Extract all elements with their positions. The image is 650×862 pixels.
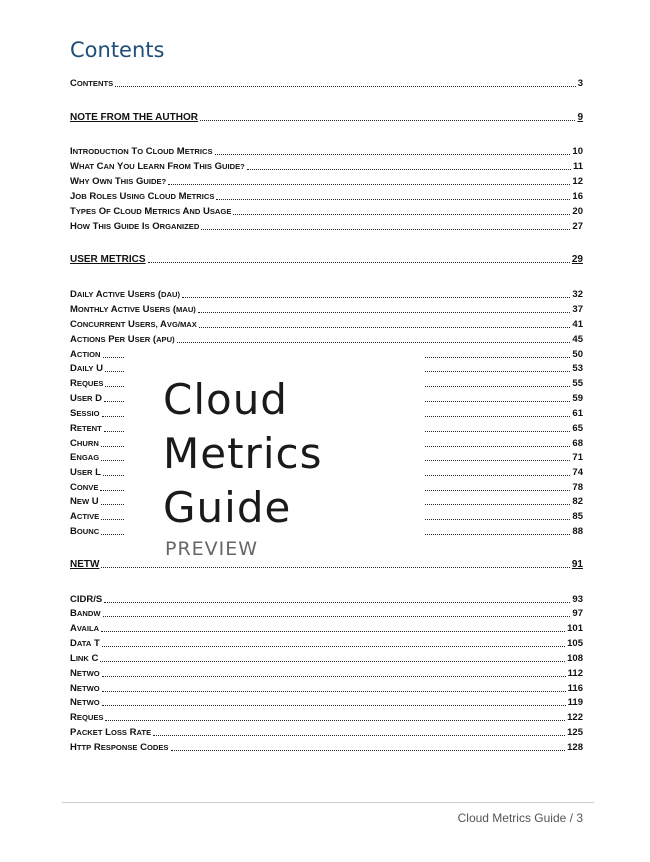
toc-entry-label: NEW U — [70, 496, 99, 507]
toc-entry-page: 71 — [572, 452, 583, 463]
toc-entry-label: ENGAG — [70, 452, 100, 463]
toc-leader-dots — [168, 184, 570, 185]
toc-entry-page: 112 — [567, 668, 583, 679]
toc-entry-page: 88 — [572, 526, 583, 537]
toc-entry-page: 125 — [567, 727, 583, 738]
toc-leader-dots — [215, 154, 571, 155]
toc-entry[interactable] — [70, 332, 583, 346]
toc-entry-label: CHURN — [70, 438, 99, 449]
toc-leader-dots — [199, 327, 571, 328]
toc-leader-dots — [102, 691, 566, 692]
toc-entry-label: WHY OWN THIS GUIDE? — [70, 176, 167, 187]
toc-entry-label: SESSIO — [70, 408, 100, 419]
toc-entry[interactable] — [70, 666, 583, 680]
toc-leader-dots — [216, 199, 570, 200]
toc-leader-dots — [198, 312, 571, 313]
toc-entry-label: CIDR/S — [70, 594, 103, 605]
toc-entry-label: DATA T — [70, 638, 100, 649]
toc-entry-label: INTRODUCTION TO CLOUD METRICS — [70, 146, 213, 157]
toc-entry-label: REQUES — [70, 712, 104, 723]
toc-entry-page: 50 — [572, 349, 583, 360]
toc-leader-dots — [102, 705, 566, 706]
toc-entry-label: WHAT CAN YOU LEARN FROM THIS GUIDE? — [70, 161, 245, 172]
preview-overlay — [125, 345, 425, 565]
toc-entry-page: 68 — [572, 438, 583, 449]
toc-entry-page: 119 — [567, 697, 583, 708]
toc-entry-page: 53 — [572, 363, 583, 374]
toc-entry[interactable] — [70, 621, 583, 635]
toc-entry-page: 65 — [572, 423, 583, 434]
toc-entry[interactable] — [70, 159, 583, 173]
toc-entry[interactable] — [70, 695, 583, 709]
toc-entry-label: NETW — [70, 559, 100, 570]
toc-leader-dots — [100, 661, 565, 662]
toc-entry-label: HTTP RESPONSE CODES — [70, 742, 169, 753]
toc-entry[interactable] — [70, 740, 583, 754]
toc-entry[interactable] — [70, 252, 583, 266]
toc-leader-dots — [153, 735, 565, 736]
toc-leader-dots — [101, 631, 565, 632]
toc-entry-label: CONCURRENT USERS, AVG/MAX — [70, 319, 197, 330]
toc-entry[interactable] — [70, 710, 583, 724]
toc-entry-label: DAILY ACTIVE USERS (DAU) — [70, 289, 181, 300]
toc-entry-page: 45 — [572, 334, 583, 345]
toc-entry-page: 128 — [567, 742, 583, 753]
toc-entry-label: ACTION — [70, 349, 101, 360]
toc-entry-label: BANDW — [70, 608, 101, 619]
toc-entry-page: 41 — [572, 319, 583, 330]
toc-entry-page: 3 — [577, 78, 583, 89]
toc-entry-page: 78 — [572, 482, 583, 493]
toc-entry-page: 116 — [567, 683, 583, 694]
toc-leader-dots — [177, 342, 571, 343]
toc-entry-label: USER METRICS — [70, 254, 146, 265]
toc-entry-page: 122 — [567, 712, 583, 723]
toc-entry-page: 16 — [572, 191, 583, 202]
toc-leader-dots — [115, 86, 576, 87]
toc-entry-page: 11 — [572, 161, 583, 172]
toc-entry-page: 93 — [572, 594, 583, 605]
footer-divider — [62, 802, 594, 803]
toc-leader-dots — [201, 229, 570, 230]
toc-entry-label: USER D — [70, 393, 103, 404]
toc-leader-dots — [102, 676, 566, 677]
toc-entry-page: 74 — [572, 467, 583, 478]
toc-entry-page: 10 — [572, 146, 583, 157]
overlay-title-line-1: Cloud — [163, 375, 288, 424]
toc-entry[interactable] — [70, 110, 583, 124]
toc-entry[interactable] — [70, 219, 583, 233]
toc-entry[interactable] — [70, 317, 583, 331]
toc-entry[interactable] — [70, 725, 583, 739]
toc-entry-page: 20 — [572, 206, 583, 217]
toc-entry-label: NETWO — [70, 697, 100, 708]
toc-entry-label: HOW THIS GUIDE IS ORGANIZED — [70, 221, 200, 232]
toc-entry-page: 91 — [571, 559, 583, 570]
toc-entry-label: LINK C — [70, 653, 99, 664]
toc-entry-label: ACTIONS PER USER (APU) — [70, 334, 175, 345]
toc-leader-dots — [247, 169, 571, 170]
toc-entry-label: CONTENTS — [70, 78, 114, 89]
toc-entry[interactable] — [70, 144, 583, 158]
toc-entry-label: TYPES OF CLOUD METRICS AND USAGE — [70, 206, 232, 217]
toc-entry-label: PACKET LOSS RATE — [70, 727, 152, 738]
toc-entry-page: 29 — [571, 254, 583, 265]
toc-entry[interactable] — [70, 189, 583, 203]
toc-leader-dots — [101, 567, 569, 568]
toc-leader-dots — [200, 120, 575, 121]
toc-entry[interactable] — [70, 681, 583, 695]
toc-entry[interactable] — [70, 651, 583, 665]
toc-entry-label: AVAILA — [70, 623, 100, 634]
toc-entry[interactable] — [70, 204, 583, 218]
toc-leader-dots — [171, 750, 566, 751]
toc-entry-label: NETWO — [70, 683, 100, 694]
toc-entry-page: 85 — [572, 511, 583, 522]
overlay-title — [163, 373, 322, 535]
toc-entry[interactable] — [70, 606, 583, 620]
page-footer: Cloud Metrics Guide / 3 — [457, 811, 583, 825]
toc-entry-page: 101 — [567, 623, 583, 634]
toc-leader-dots — [105, 720, 565, 721]
toc-entry-label: ACTIVE — [70, 511, 100, 522]
toc-entry-label: DAILY U — [70, 363, 103, 374]
toc-entry-page: 32 — [572, 289, 583, 300]
toc-entry-page: 61 — [572, 408, 583, 419]
toc-leader-dots — [148, 262, 570, 263]
overlay-title-line-3: Guide — [163, 483, 292, 532]
toc-entry-page: 55 — [572, 378, 583, 389]
toc-entry[interactable] — [70, 592, 583, 606]
toc-entry-page: 105 — [567, 638, 583, 649]
toc-entry-page: 37 — [572, 304, 583, 315]
toc-entry[interactable] — [70, 302, 583, 316]
toc-entry[interactable] — [70, 287, 583, 301]
toc-entry-label: RETENT — [70, 423, 102, 434]
toc-entry-page: 12 — [572, 176, 583, 187]
toc-leader-dots — [103, 616, 571, 617]
toc-entry[interactable] — [70, 636, 583, 650]
toc-entry[interactable] — [70, 174, 583, 188]
toc-entry-label: BOUNC — [70, 526, 100, 537]
toc-leader-dots — [102, 646, 565, 647]
toc-entry-label: NOTE FROM THE AUTHOR — [70, 112, 198, 123]
overlay-title-line-2: Metrics — [163, 429, 323, 478]
toc-entry[interactable] — [70, 76, 583, 90]
toc-leader-dots — [104, 602, 570, 603]
toc-entry-label: JOB ROLES USING CLOUD METRICS — [70, 191, 215, 202]
toc-entry-label: CONVE — [70, 482, 99, 493]
toc-entry-page: 9 — [577, 112, 583, 123]
toc-entry-page: 27 — [572, 221, 583, 232]
toc-entry-label: MONTHLY ACTIVE USERS (MAU) — [70, 304, 196, 315]
toc-entry-page: 97 — [572, 608, 583, 619]
overlay-subtitle: PREVIEW — [165, 538, 259, 560]
toc-entry-label: REQUES — [70, 378, 104, 389]
toc-leader-dots — [233, 214, 570, 215]
toc-entry-page: 59 — [572, 393, 583, 404]
toc-leader-dots — [182, 297, 570, 298]
toc-entry-label: NETWO — [70, 668, 100, 679]
toc-entry-page: 82 — [572, 496, 583, 507]
toc-entry-page: 108 — [567, 653, 583, 664]
page-title: Contents — [70, 38, 165, 62]
toc-entry-label: USER L — [70, 467, 101, 478]
